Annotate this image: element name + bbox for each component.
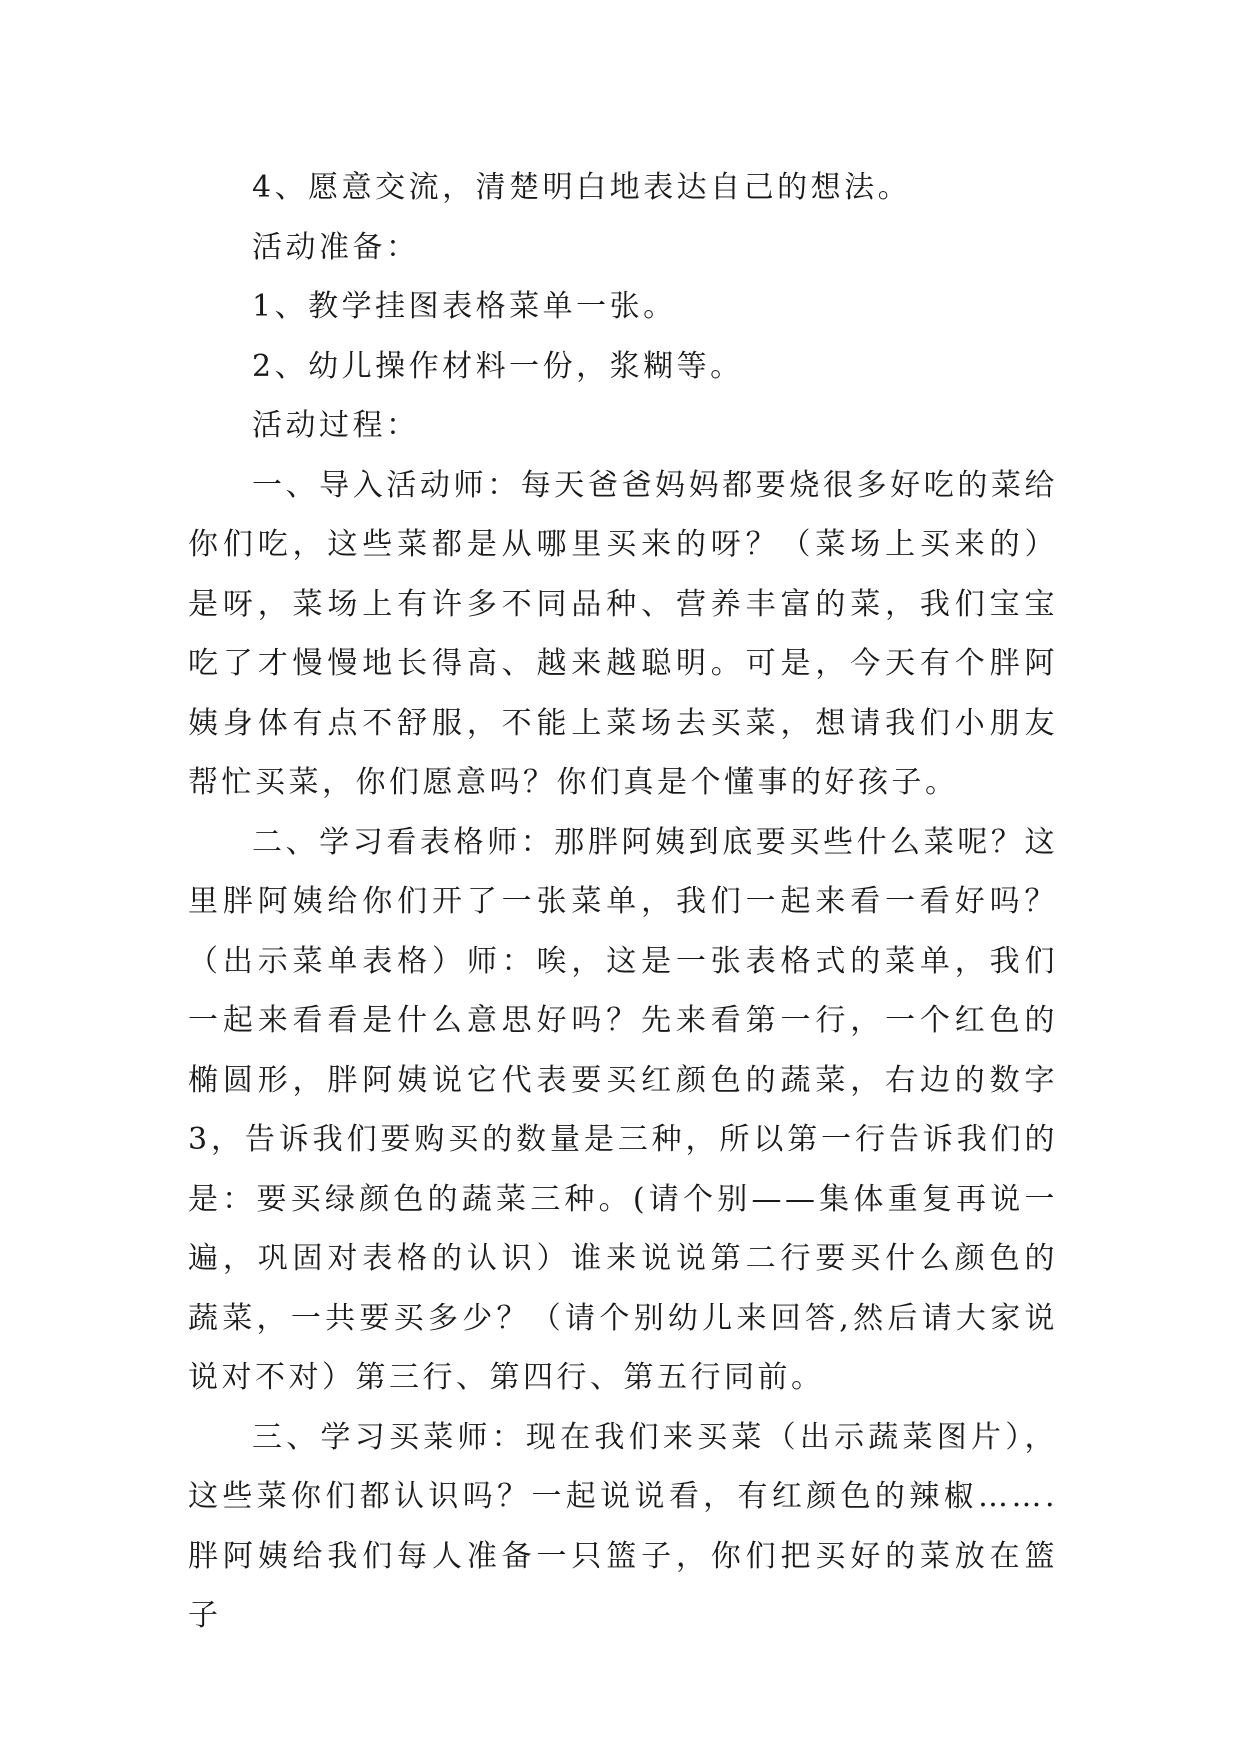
paragraph-prep-2: 2、幼儿操作材料一份，浆糊等。 xyxy=(252,348,744,384)
paragraph-step-2: 二、学习看表格师：那胖阿姨到底要买些什么菜呢？这里胖阿姨给你们开了一张菜单，我们一起来看一看好吗？（出示菜单表格）师：唉，这是一张表格式的菜单，我们一起来看看是什么意思好吗？先来看第一行，一个红色的椭圆形，胖阿姨说它代表要买红颜色的蔬菜，右边的数字3，告诉我们要购买的数量是三种，所以第一行告诉我们的是：要买绿颜色的蔬菜三种。(请个别——集体重复再说一遍，巩固对表格的认识）谁来说说第二行要买什么颜色的蔬菜，一共要买多少？（请个别幼儿来回答,然后请大家说说对不对）第三行、第四行、第五行同前。 xyxy=(188,824,1058,1395)
body-text xyxy=(188,158,1058,1646)
heading-preparation: 活动准备： xyxy=(252,229,420,265)
paragraph-step-1: 一、导入活动师：每天爸爸妈妈都要烧很多好吃的菜给你们吃，这些菜都是从哪里买来的呀？（菜场上买来的）是呀，菜场上有许多不同品种、营养丰富的菜，我们宝宝吃了才慢慢地长得高、越来越聪明。可是，今天有个胖阿姨身体有点不舒服，不能上菜场去买菜，想请我们小朋友帮忙买菜，你们愿意吗？你们真是个懂事的好孩子。 xyxy=(188,467,1058,800)
paragraph-step-3: 三、学习买菜师：现在我们来买菜（出示蔬菜图片），这些菜你们都认识吗？一起说说看，有红颜色的辣椒…….胖阿姨给我们每人准备一只篮子，你们把买好的菜放在篮子 xyxy=(188,1419,1058,1633)
paragraph-prep-1: 1、教学挂图表格菜单一张。 xyxy=(252,289,677,324)
heading-process: 活动过程： xyxy=(252,408,420,443)
paragraph-goal-4: 4、愿意交流，清楚明白地表达自己的想法。 xyxy=(252,170,912,205)
